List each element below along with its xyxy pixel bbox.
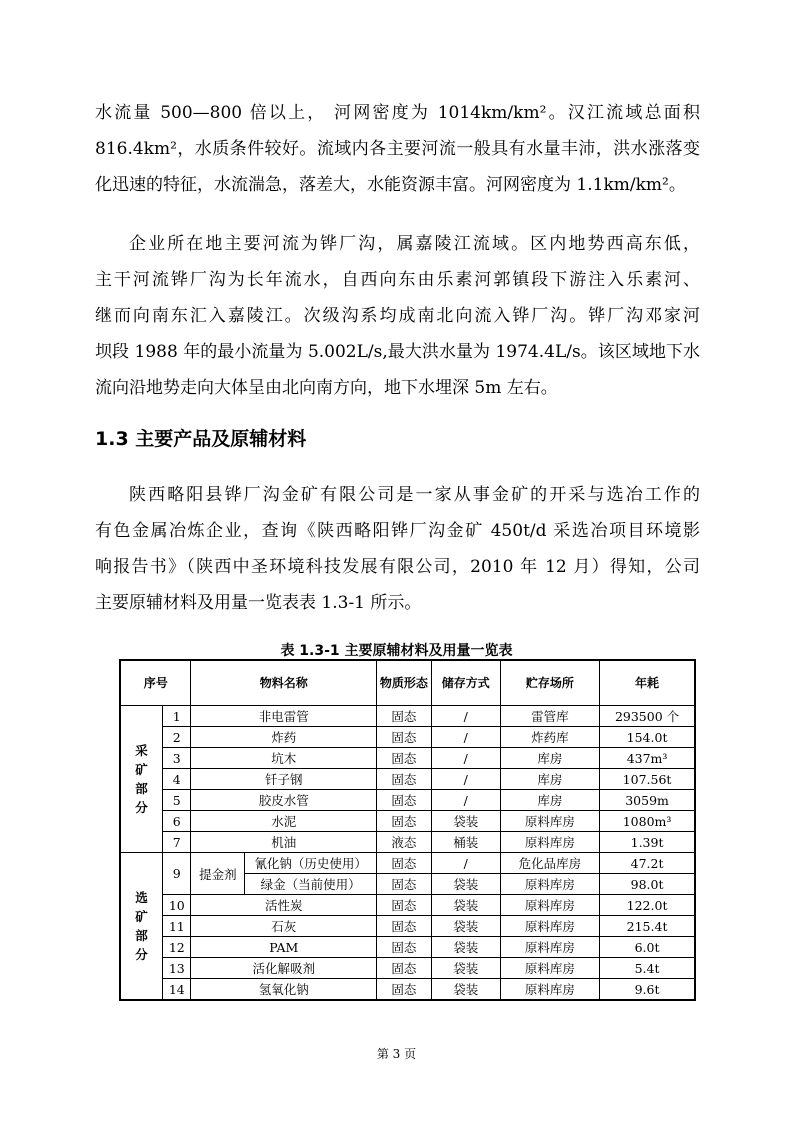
intro-paragraph <box>95 95 700 203</box>
cell-state: 固态 <box>377 706 432 727</box>
cell-no: 1 <box>163 706 191 727</box>
cell-storage: 袋装 <box>431 895 500 916</box>
cell-state: 固态 <box>377 769 432 790</box>
cell-place: 原料库房 <box>500 832 599 853</box>
cell-no: 11 <box>163 916 191 937</box>
paragraph-line: 化迅速的特征，水流湍急，落差大，水能资源丰富。河网密度为 1.1km/km²。 <box>95 175 686 195</box>
cell-name: 机油 <box>191 832 377 853</box>
extract-agent-label: 提金剂 <box>191 853 245 895</box>
cell-no: 7 <box>163 832 191 853</box>
paragraph-line: 陕西略阳县铧厂沟金矿有限公司是一家从事金矿的开采与选冶工作的 <box>129 485 700 505</box>
cell-storage: / <box>431 769 500 790</box>
cell-place: 原料库房 <box>500 874 599 895</box>
cell-name: 活化解吸剂 <box>191 958 377 979</box>
cell-storage: 袋装 <box>431 916 500 937</box>
cell-no: 3 <box>163 748 191 769</box>
cell-name: 氰化钠（历史使用） <box>245 853 377 874</box>
page-footer: 第 3 页 <box>376 1047 417 1061</box>
cell-state: 固态 <box>377 937 432 958</box>
paragraph-line: 有色金属冶炼企业，查询《陕西略阳铧厂沟金矿 450t/d 采选冶项目环境影 <box>95 521 700 541</box>
cell-state: 固态 <box>377 790 432 811</box>
materials-table <box>119 659 696 1001</box>
cell-no: 12 <box>163 937 191 958</box>
cell-state: 液态 <box>377 832 432 853</box>
cell-annual: 5.4t <box>600 958 695 979</box>
cell-place: 炸药库 <box>500 727 599 748</box>
materials-paragraph <box>95 477 700 621</box>
cell-no: 14 <box>163 979 191 1001</box>
cell-annual: 293500 个 <box>600 706 695 727</box>
cell-no: 2 <box>163 727 191 748</box>
cell-no: 6 <box>163 811 191 832</box>
paragraph-line: 816.4km²，水质条件较好。流域内各主要河流一般具有水量丰沛，洪水涨落变 <box>95 139 700 159</box>
cell-name: 炸药 <box>191 727 377 748</box>
cell-annual: 107.56t <box>600 769 695 790</box>
group-processing: 选矿部分 <box>120 853 163 1001</box>
cell-annual: 47.2t <box>600 853 695 874</box>
paragraph-line: 响报告书》（陕西中圣环境科技发展有限公司，2010 年 12 月）得知，公司 <box>95 557 700 577</box>
cell-place: 库房 <box>500 748 599 769</box>
cell-storage: 袋装 <box>431 958 500 979</box>
cell-name: 钎子钢 <box>191 769 377 790</box>
cell-place: 原料库房 <box>500 895 599 916</box>
table-row <box>120 853 695 874</box>
cell-annual: 215.4t <box>600 916 695 937</box>
cell-name: 石灰 <box>191 916 377 937</box>
cell-name: 活性炭 <box>191 895 377 916</box>
table-row <box>120 979 695 1001</box>
table-row <box>120 832 695 853</box>
table-row <box>120 958 695 979</box>
cell-no: 4 <box>163 769 191 790</box>
cell-place: 原料库房 <box>500 979 599 1001</box>
cell-no: 10 <box>163 895 191 916</box>
cell-no: 13 <box>163 958 191 979</box>
cell-state: 固态 <box>377 916 432 937</box>
table-row <box>120 916 695 937</box>
table-row <box>120 748 695 769</box>
cell-state: 固态 <box>377 958 432 979</box>
paragraph-line: 继而向南东汇入嘉陵江。次级沟系均成南北向流入铧厂沟。铧厂沟邓家河 <box>95 306 700 326</box>
header-place: 贮存场所 <box>500 660 599 706</box>
cell-place: 原料库房 <box>500 811 599 832</box>
cell-annual: 154.0t <box>600 727 695 748</box>
cell-no: 5 <box>163 790 191 811</box>
cell-place: 雷管库 <box>500 706 599 727</box>
cell-annual: 9.6t <box>600 979 695 1001</box>
cell-state: 固态 <box>377 853 432 874</box>
cell-name: 非电雷管 <box>191 706 377 727</box>
table-header-row <box>120 660 695 706</box>
cell-storage: / <box>431 790 500 811</box>
section-heading: 1.3 主要产品及原辅材料 <box>95 428 307 450</box>
cell-storage: 袋装 <box>431 874 500 895</box>
header-storage: 储存方式 <box>431 660 500 706</box>
cell-storage: 袋装 <box>431 937 500 958</box>
cell-name: 氢氧化钠 <box>191 979 377 1001</box>
header-annual: 年耗 <box>600 660 695 706</box>
cell-name: PAM <box>191 937 377 958</box>
cell-storage: / <box>431 748 500 769</box>
cell-state: 固态 <box>377 811 432 832</box>
header-state: 物质形态 <box>377 660 432 706</box>
cell-place: 库房 <box>500 790 599 811</box>
header-no: 序号 <box>120 660 191 706</box>
cell-storage: 袋装 <box>431 979 500 1001</box>
paragraph-line: 主干河流铧厂沟为长年流水，自西向东由乐素河郭镇段下游注入乐素河、 <box>95 270 700 290</box>
cell-state: 固态 <box>377 895 432 916</box>
paragraph-line: 水流量 500—800 倍以上， 河网密度为 1014km/km²。汉江流域总面积 <box>95 103 700 123</box>
cell-no: 9 <box>163 853 191 895</box>
cell-name: 坑木 <box>191 748 377 769</box>
cell-place: 原料库房 <box>500 916 599 937</box>
cell-state: 固态 <box>377 979 432 1001</box>
cell-state: 固态 <box>377 727 432 748</box>
cell-annual: 6.0t <box>600 937 695 958</box>
cell-storage: / <box>431 727 500 748</box>
table-row <box>120 937 695 958</box>
paragraph-line: 流向沿地势走向大体呈由北向南方向，地下水埋深 5m 左右。 <box>95 378 558 398</box>
table-row <box>120 706 695 727</box>
table-row <box>120 895 695 916</box>
table-caption: 表 1.3-1 主要原辅材料及用量一览表 <box>280 643 513 659</box>
paragraph-line: 企业所在地主要河流为铧厂沟，属嘉陵江流域。区内地势西高东低， <box>129 234 700 254</box>
cell-annual: 122.0t <box>600 895 695 916</box>
cell-state: 固态 <box>377 748 432 769</box>
cell-storage: / <box>431 853 500 874</box>
cell-state: 固态 <box>377 874 432 895</box>
cell-annual: 1080m³ <box>600 811 695 832</box>
table-row <box>120 769 695 790</box>
cell-storage: / <box>431 706 500 727</box>
cell-annual: 3059m <box>600 790 695 811</box>
cell-annual: 1.39t <box>600 832 695 853</box>
cell-place: 库房 <box>500 769 599 790</box>
table-row <box>120 790 695 811</box>
paragraph-line: 主要原辅材料及用量一览表表 1.3-1 所示。 <box>95 593 422 613</box>
header-name: 物料名称 <box>191 660 377 706</box>
table-row <box>120 811 695 832</box>
cell-place: 原料库房 <box>500 937 599 958</box>
cell-name: 水泥 <box>191 811 377 832</box>
cell-name: 胶皮水管 <box>191 790 377 811</box>
cell-annual: 98.0t <box>600 874 695 895</box>
river-paragraph <box>95 226 700 406</box>
cell-storage: 桶装 <box>431 832 500 853</box>
cell-place: 原料库房 <box>500 958 599 979</box>
table-row <box>120 727 695 748</box>
group-mining: 采矿部分 <box>120 706 163 853</box>
cell-name: 绿金（当前使用） <box>245 874 377 895</box>
paragraph-line: 坝段 1988 年的最小流量为 5.002L/s,最大洪水量为 1974.4L/s。该区域地下水 <box>95 342 700 362</box>
cell-place: 危化品库房 <box>500 853 599 874</box>
cell-storage: 袋装 <box>431 811 500 832</box>
cell-annual: 437m³ <box>600 748 695 769</box>
